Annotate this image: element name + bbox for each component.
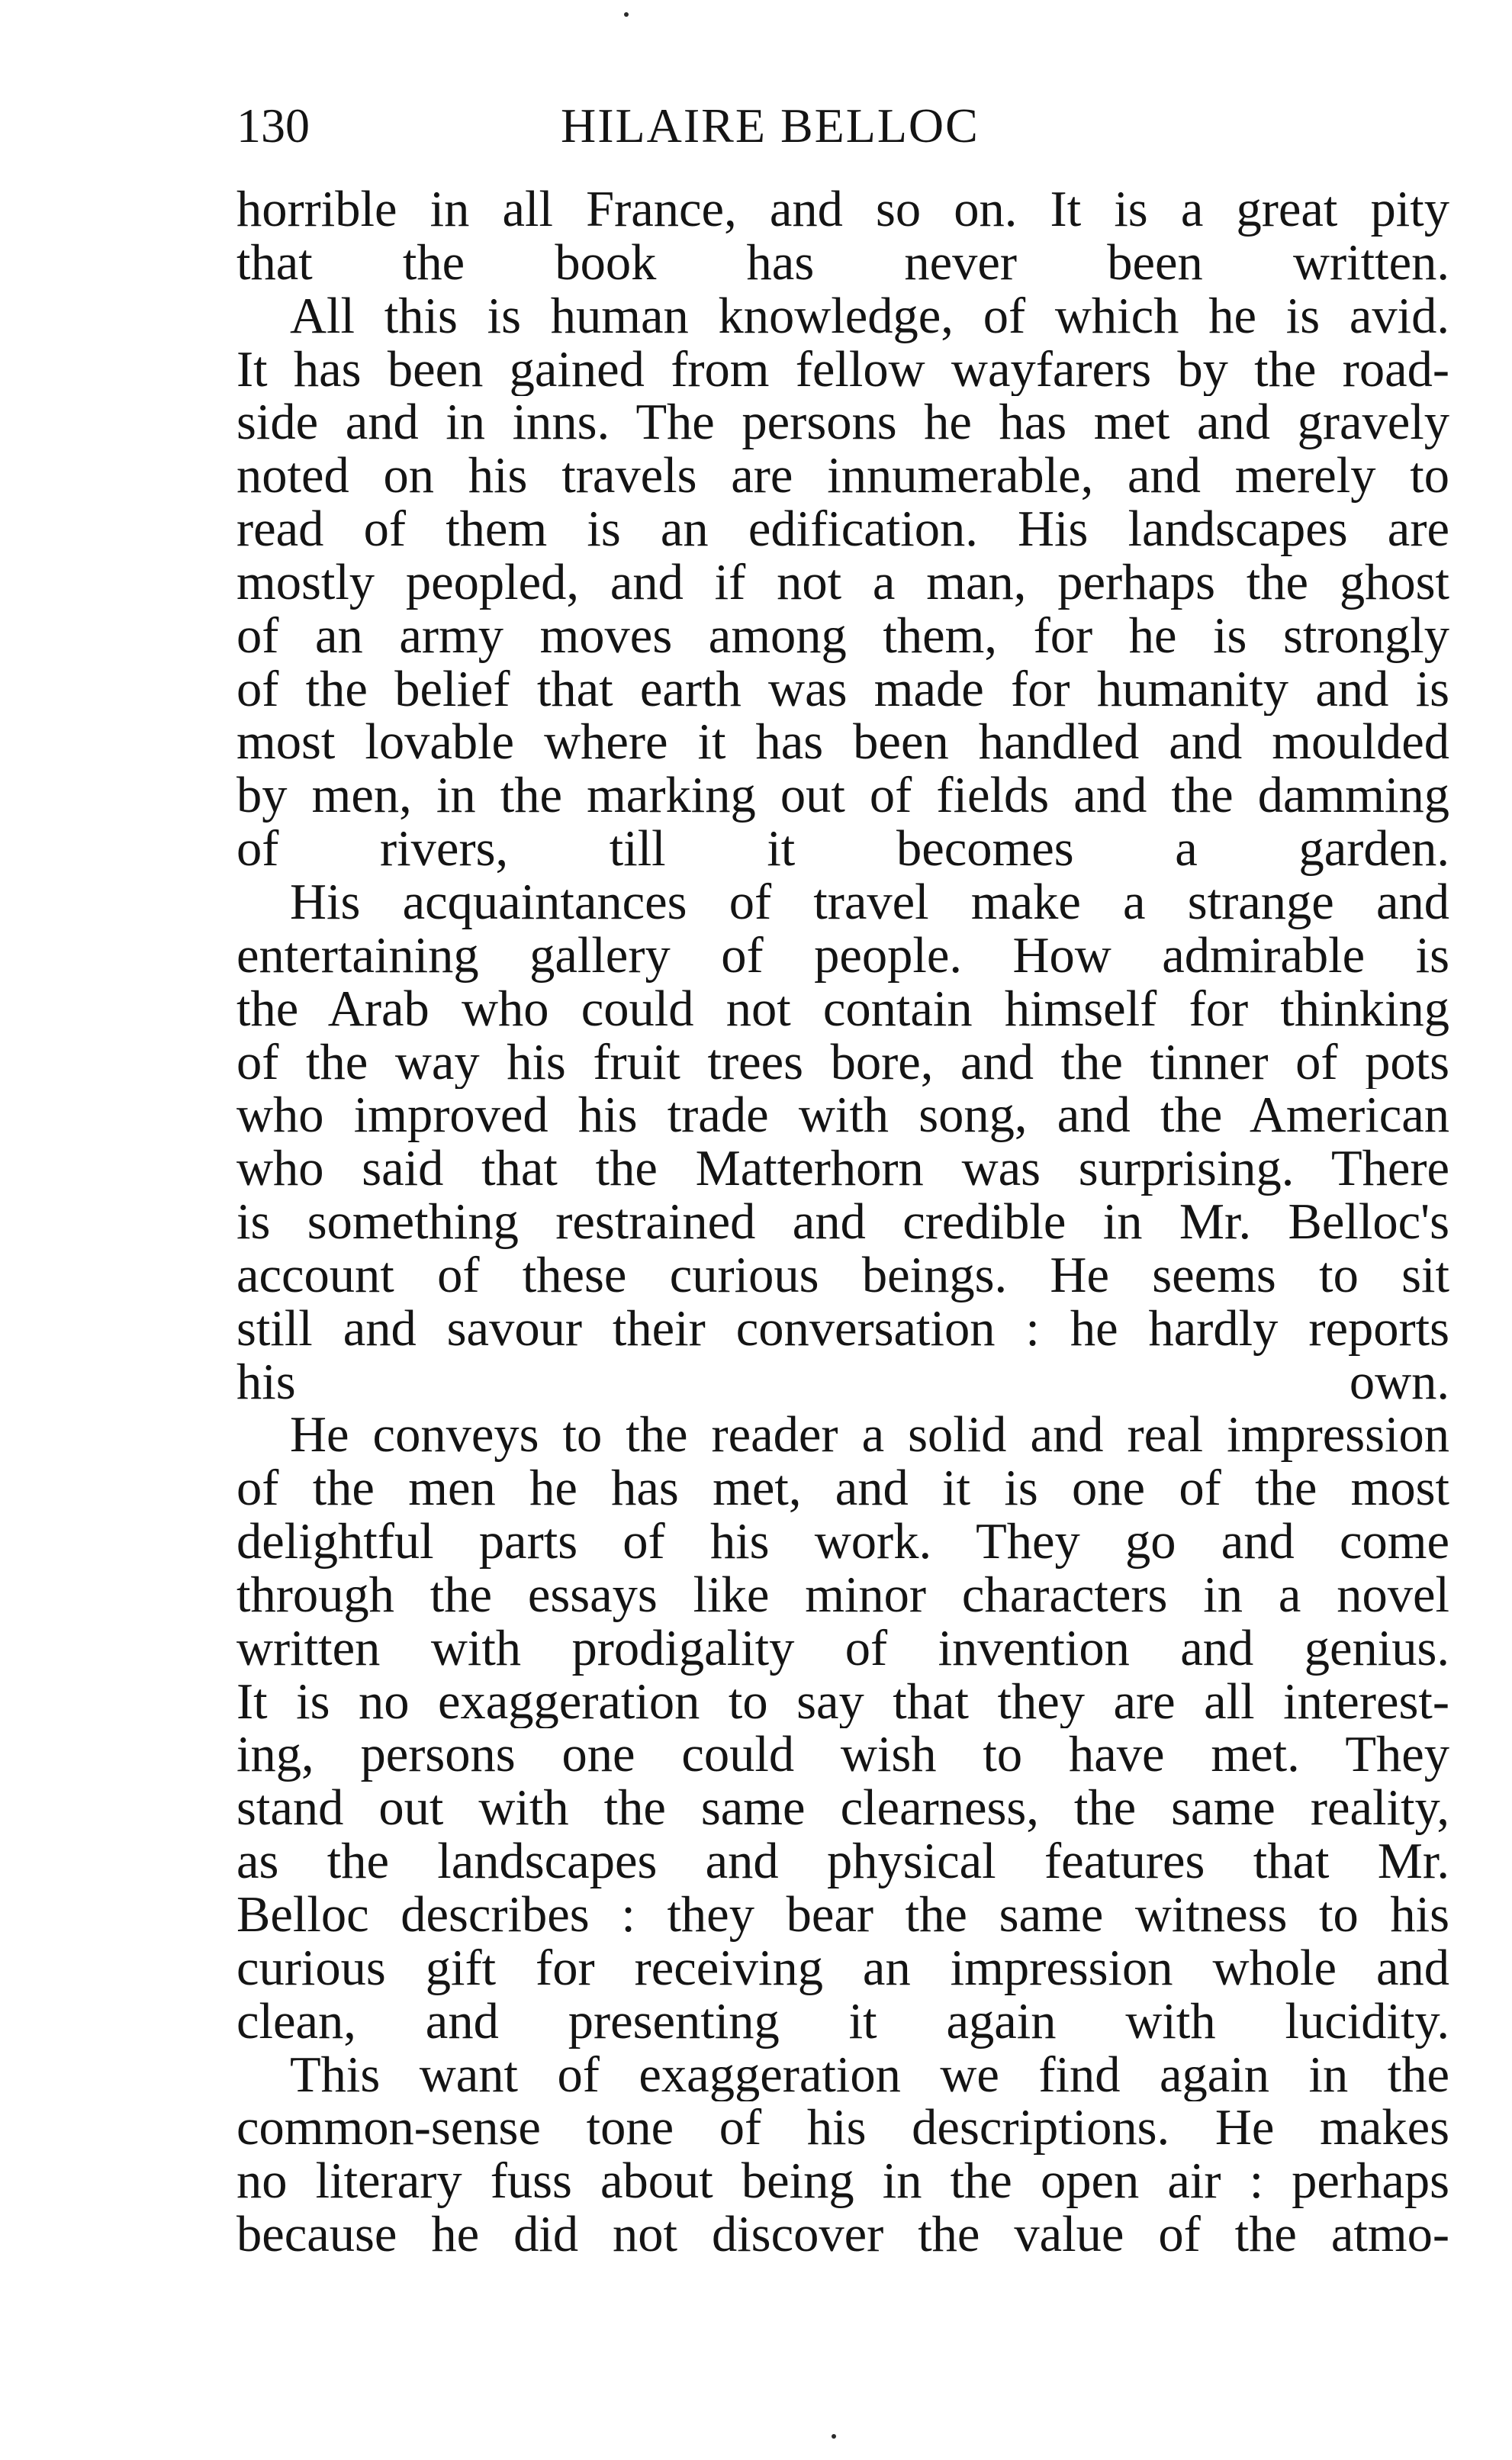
text-line: through the essays like minor characters in a novel [236, 1568, 1449, 1622]
text-line: who improved his trade with song, and the American [236, 1089, 1449, 1143]
text-line: who said that the Matterhorn was surprising. There [236, 1142, 1449, 1196]
text-line: because he did not discover the value of the atmo- [236, 2208, 1449, 2262]
text-line: He conveys to the reader a solid and real impression [290, 1409, 1449, 1463]
text-line: of the men he has met, and it is one of the most [236, 1462, 1449, 1516]
text-line: His acquaintances of travel make a strange and [290, 875, 1449, 929]
text-line: read of them is an edification. His landscapes are [236, 503, 1449, 556]
text-line: of the way his fruit trees bore, and the tinner of pots [236, 1035, 1449, 1090]
text-line: side and in inns. The persons he has met and gravely [236, 396, 1449, 450]
page-number: 130 [236, 98, 310, 153]
text-line: horrible in all France, and so on. It is a great pity [236, 183, 1449, 237]
text-line: is something restrained and credible in Mr. Belloc's [236, 1196, 1449, 1249]
paragraph-4 [236, 1409, 1449, 2048]
text-line: It has been gained from fellow wayfarers by the road- [236, 343, 1449, 397]
text-line: the Arab who could not contain himself for thinking [236, 982, 1449, 1036]
text-line: account of these curious beings. He seems to sit [236, 1248, 1449, 1302]
text-line: delightful parts of his work. They go and come [236, 1515, 1449, 1569]
print-speck-bottom [832, 2434, 836, 2439]
text-line: mostly peopled, and if not a man, perhaps the ghost [236, 555, 1449, 610]
paragraph-5 [236, 2049, 1449, 2262]
paragraph-2 [236, 290, 1449, 876]
text-line: of rivers, till it becomes a garden. [236, 823, 1449, 876]
text-line: All this is human knowledge, of which he is avid. [290, 289, 1449, 343]
text-line: no literary fuss about being in the open air : perhaps [236, 2155, 1449, 2209]
paragraph-1 [236, 183, 1449, 290]
text-line: noted on his travels are innumerable, and merely to [236, 449, 1449, 504]
text-line: as the landscapes and physical features that Mr. [236, 1835, 1449, 1888]
body-text [236, 183, 1449, 2262]
paragraph-3 [236, 876, 1449, 1409]
text-line: of an army moves among them, for he is strongly [236, 609, 1449, 663]
text-line: clean, and presenting it again with lucidity. [236, 1995, 1449, 2049]
text-line: It is no exaggeration to say that they are all interest- [236, 1675, 1449, 1729]
running-header [236, 92, 1449, 160]
text-line: stand out with the same clearness, the same reality, [236, 1782, 1449, 1836]
text-line: written with prodigality of invention and genius. [236, 1621, 1449, 1676]
text-line: curious gift for receiving an impression whole and [236, 1941, 1449, 1995]
text-line: entertaining gallery of people. How admirable is [236, 929, 1449, 983]
text-line: This want of exaggeration we find again in the [290, 2048, 1449, 2102]
print-speck-top [624, 12, 629, 17]
text-line: of the belief that earth was made for humanity and is [236, 662, 1449, 716]
text-line: most lovable where it has been handled and moulded [236, 716, 1449, 770]
text-line: by men, in the marking out of fields and the damming [236, 769, 1449, 823]
running-title: HILAIRE BELLOC [561, 98, 980, 153]
text-line: ing, persons one could wish to have met. They [236, 1728, 1449, 1782]
text-line: Belloc describes : they bear the same witness to his [236, 1888, 1449, 1942]
text-line: his own. [236, 1355, 1449, 1409]
text-line: still and savour their conversation : he hardly reports [236, 1302, 1449, 1356]
text-line: common-sense tone of his descriptions. He makes [236, 2101, 1449, 2156]
text-line: that the book has never been written. [236, 236, 1449, 290]
